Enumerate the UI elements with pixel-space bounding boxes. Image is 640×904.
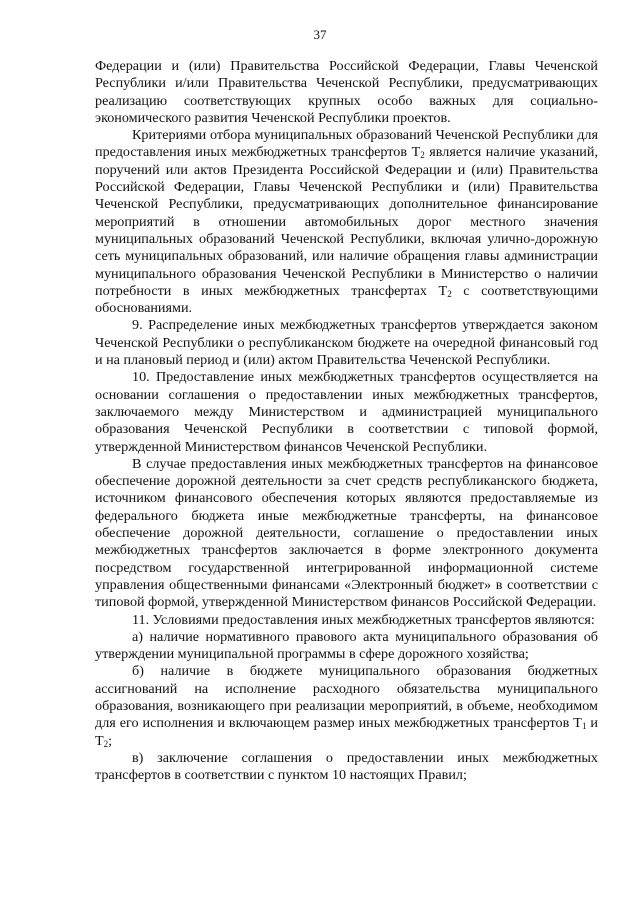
subscript-index: 2 bbox=[103, 738, 109, 749]
paragraph-text: Федерации и (или) Правительства Российской Федерации, Главы Чеченской Республики и/или Правительства Чеченской Республики, предусматривающих реализацию соответствующих крупных особо важных для социально-экономического развития Чеченской Республики проектов. bbox=[95, 58, 598, 126]
page-number: 37 bbox=[313, 27, 327, 42]
paragraph-text: В случае предоставления иных межбюджетных трансфертов на финансовое обеспечение дорожной деятельности за счет средств республиканского бюджета, источником финансового обеспечения которых являются предоставляемые из федерального бюджета иные межбюджетные трансферты, на финансовое обеспечение дорожной деятельности, соглашение о предоставлении иных межбюджетных трансфертов заключается в форме электронного документа посредством государственной интегрированной информационной системе управления общественными финансами «Электронный бюджет» в соответствии с типовой формой, утвержденной Министерством финансов Российской Федерации. bbox=[95, 455, 598, 611]
paragraph-text: 10. Предоставление иных межбюджетных трансфертов осуществляется на основании соглашения о предоставлении иных межбюджетных трансфертов, заключаемого между Министерством и администрацией муниципального образования Чеченской Республики в соответствии с типовой формой, утвержденной Министерством финансов Чеченской Республики. bbox=[95, 369, 598, 455]
paragraph-text: 11. Условиями предоставления иных межбюджетных трансфертов являются: bbox=[132, 611, 595, 628]
document-body bbox=[95, 58, 598, 784]
paragraph-p3 bbox=[95, 317, 598, 369]
paragraph-text: ; bbox=[108, 732, 113, 749]
subscript-index: 1 bbox=[581, 721, 587, 732]
paragraph-p8 bbox=[95, 663, 598, 749]
paragraph-p2 bbox=[95, 127, 598, 317]
paragraph-p4 bbox=[95, 369, 598, 455]
paragraph-text: б) наличие в бюджете муниципального образования бюджетных ассигнований на исполнение расходного обязательства муниципального образования, возникающего при реализации мероприятий, в объеме, необходимом для его исполнения и включающем размер иных межбюджетных трансфертов Т bbox=[95, 663, 598, 732]
paragraph-p9 bbox=[95, 750, 598, 785]
subscript-index: 2 bbox=[420, 150, 425, 161]
paragraph-text: а) наличие нормативного правового акта муниципального образования об утверждении муниципальной программы в сфере дорожного хозяйства; bbox=[95, 628, 598, 663]
subscript-index: 2 bbox=[447, 288, 452, 299]
paragraph-text: Критериями отбора муниципальных образований Чеченской Республики для предоставления иных межбюджетных трансфертов Т bbox=[95, 127, 598, 161]
paragraph-p7 bbox=[95, 629, 598, 664]
paragraph-text: является наличие указаний, поручений или актов Президента Российской Федерации и (или) Правительства Российской Федерации, Главы Чеченской Республики и (или) Правительства Чеченской Республики, предусматривающих дополнительное финансирование мероприятий в отношении автомобильных дорог местного значения муниципальных образований Чеченской Республики, включая улично-дорожную сеть муниципальных образований, или наличие обращения главы администрации муниципального образования Чеченской Республики в Министерство о наличии потребности в иных межбюджетных трансфертах Т bbox=[95, 144, 598, 299]
paragraph-text: 9. Распределение иных межбюджетных трансфертов утверждается законом Чеченской Республики о республиканском бюджете на очередной финансовый год и на плановый период и (или) актом Правительства Чеченской Республики. bbox=[95, 317, 598, 369]
paragraph-p6 bbox=[95, 612, 598, 629]
paragraph-p1 bbox=[95, 58, 598, 127]
paragraph-text: с соответствующими обоснованиями. bbox=[95, 282, 599, 317]
paragraph-text: и Т bbox=[95, 715, 598, 749]
paragraph-text: в) заключение соглашения о предоставлении иных межбюджетных трансфертов в соответствии с пунктом 10 настоящих Правил; bbox=[95, 749, 598, 784]
paragraph-p5 bbox=[95, 456, 598, 612]
